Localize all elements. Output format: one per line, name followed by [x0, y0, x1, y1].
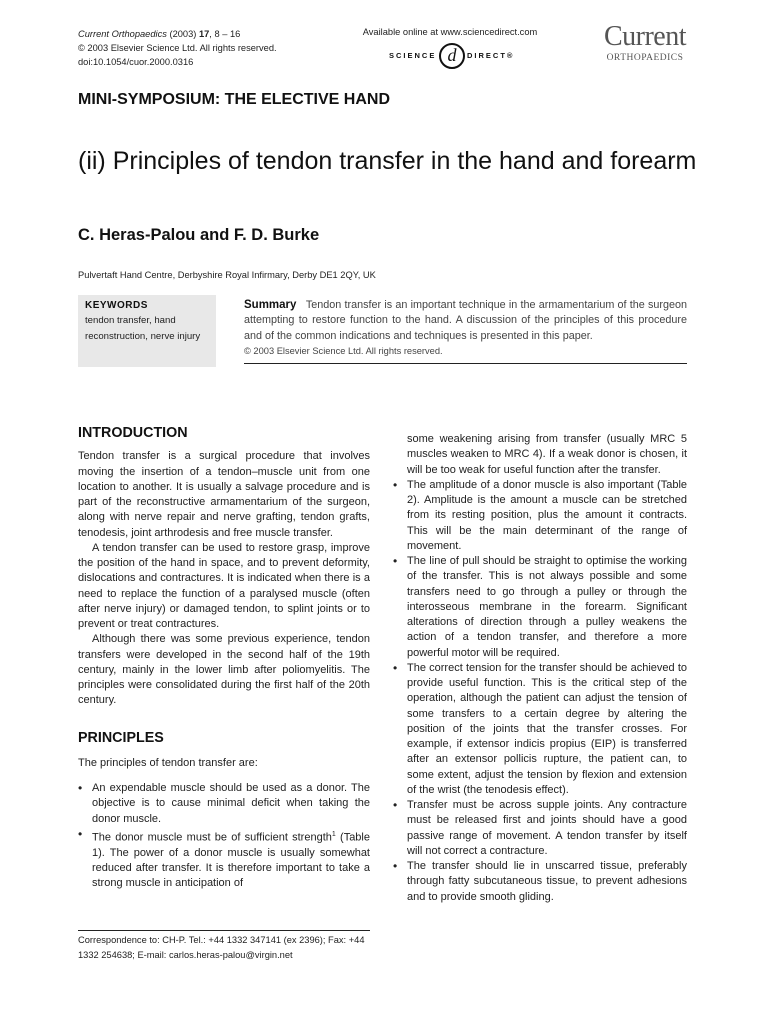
- journal-citation: [78, 27, 277, 69]
- principle-item: • The transfer should lie in unscarred tissue, preferably through fatty subcutaneous tissue, to prevent adhesions and to provide smooth gliding.: [393, 859, 687, 905]
- section-label: MINI-SYMPOSIUM: THE ELECTIVE HAND: [78, 91, 391, 108]
- doi-line: doi:10.1054/cuor.2000.0316: [78, 57, 194, 67]
- summary-block: [244, 298, 687, 359]
- principles-intro: The principles of tendon transfer are:: [78, 756, 258, 769]
- principle-text: The donor muscle must be of sufficient strength: [92, 831, 332, 844]
- journal-pages: , 8 – 16: [209, 29, 241, 39]
- principle-item: [78, 827, 370, 892]
- principles-list-continued: [393, 478, 687, 905]
- summary-heading: Summary: [244, 299, 297, 311]
- correspondence-footnote: Correspondence to: CH-P. Tel.: +44 1332 347141 (ex 2396); Fax: +44 1332 254638; E-mail: carlos.heras-palou@virgin.net: [78, 935, 365, 960]
- introduction-heading: INTRODUCTION: [78, 425, 188, 441]
- available-online-text: Available online at www.sciencedirect.com: [362, 27, 538, 37]
- brand-line-2: ORTHOPAEDICS: [606, 53, 684, 63]
- left-column: [78, 426, 370, 891]
- brand-line-1: Current: [603, 21, 687, 52]
- sd-logo-left: SCIENCE: [389, 51, 437, 60]
- intro-paragraph: Although there was some previous experience, tendon transfers were developed in the second half of the 19th century, mainly in the lower limb after poliomyelitis. The principles were consolidated during the first half of the 20th century.: [78, 633, 370, 707]
- principle-text: (Table 1). The power of a donor muscle is usually somewhat reduced after transfer. It is therefore important to take a strong muscle in anticipation of: [92, 831, 370, 890]
- sd-logo-right: DIRECT®: [467, 51, 515, 60]
- summary-text: Tendon transfer is an important technique in the armamentarium of the surgeon attempting to restore function to the hand. A discussion of the principles of this procedure and of the common indications and techniques is presented in this paper.: [244, 299, 687, 342]
- intro-paragraph: Tendon transfer is a surgical procedure that involves moving the insertion of a tendon–muscle unit from one location to another. It is usually a salvage procedure and is part of the reconstructive armamentarium of the surgeon, along with nerve repair and nerve grafting, tendon grafts, tenodesis, joint arthrodesis and free muscle transfer.: [78, 450, 370, 539]
- keywords-text: tendon transfer, hand reconstruction, nerve injury: [85, 315, 201, 342]
- article-authors: C. Heras-Palou and F. D. Burke: [78, 226, 320, 244]
- author-affiliation: Pulvertaft Hand Centre, Derbyshire Royal Infirmary, Derby DE1 2QY, UK: [78, 270, 376, 280]
- intro-paragraph: A tendon transfer can be used to restore grasp, improve the position of the hand in space, and to prevent deformity, dislocations and contractures. It is indicated when there is a need to replace the function of a paralysed muscle (often after nerve injury) or damaged tendon, to splint joints or to prevent or treat contractures.: [78, 541, 370, 630]
- right-column: [393, 432, 687, 905]
- principle-item: • The amplitude of a donor muscle is also important (Table 2). Amplitude is the amount a muscle can be stretched from its resting position, plus the amount it contracts. This will be the main determinant of the range of movement.: [393, 478, 687, 554]
- summary-copyright: © 2003 Elsevier Science Ltd. All rights reserved.: [244, 345, 443, 356]
- sciencedirect-logo: [387, 43, 515, 69]
- keywords-box: [78, 295, 216, 367]
- journal-brand-logo: [600, 22, 690, 64]
- article-title: (ii) Principles of tendon transfer in the hand and forearm: [78, 147, 697, 175]
- principles-heading: PRINCIPLES: [78, 729, 164, 746]
- citation-line: [78, 27, 277, 41]
- principle-item: • Transfer must be across supple joints. Any contracture must be released first and joints should have a good passive range of movement. A tendon transfer by itself will not correct a contracture.: [393, 798, 687, 859]
- sd-logo-mark: d: [439, 43, 465, 69]
- principles-list: [78, 781, 370, 891]
- reference-marker: 1: [331, 830, 336, 838]
- principle-continuation: some weakening arising from transfer (usually MRC 5 muscles weaken to MRC 4). If a weak donor is chosen, it will be too weak for useful function after the transfer.: [407, 433, 687, 476]
- principle-item: • An expendable muscle should be used as a donor. The objective is to cause minimal deficit when taking the donor muscle.: [78, 781, 370, 827]
- journal-volume: 17: [198, 29, 210, 39]
- summary-divider: [244, 363, 687, 364]
- footnote-divider: [78, 930, 370, 931]
- journal-name: Current Orthopaedics: [78, 29, 167, 39]
- keywords-heading: KEYWORDS: [85, 300, 148, 311]
- copyright-line: © 2003 Elsevier Science Ltd. All rights reserved.: [78, 43, 277, 53]
- principle-item: • The correct tension for the transfer should be achieved to provide useful function. This is the critical step of the operation, although the patient can adjust the tension of some transfers to a certain degree by altering the position of the joints that the transfer crosses. For example, if extensor indicis propius (EIP) is transferred after an extensor pollicis rupture, the patient can, to some extent, adjust the tension by flexion and extension of the wrist (the tenodesis effect).: [393, 661, 687, 798]
- journal-year: (2003): [169, 29, 197, 39]
- principle-item: • The line of pull should be straight to optimise the working of the transfer. This is not always possible and some transfers need to go through a pulley or through the interosseous membrane in the forearm. Significant alterations of direction through a pulley weakens the action of a tendon transfer, and therefore a more powerful motor will be required.: [393, 554, 687, 661]
